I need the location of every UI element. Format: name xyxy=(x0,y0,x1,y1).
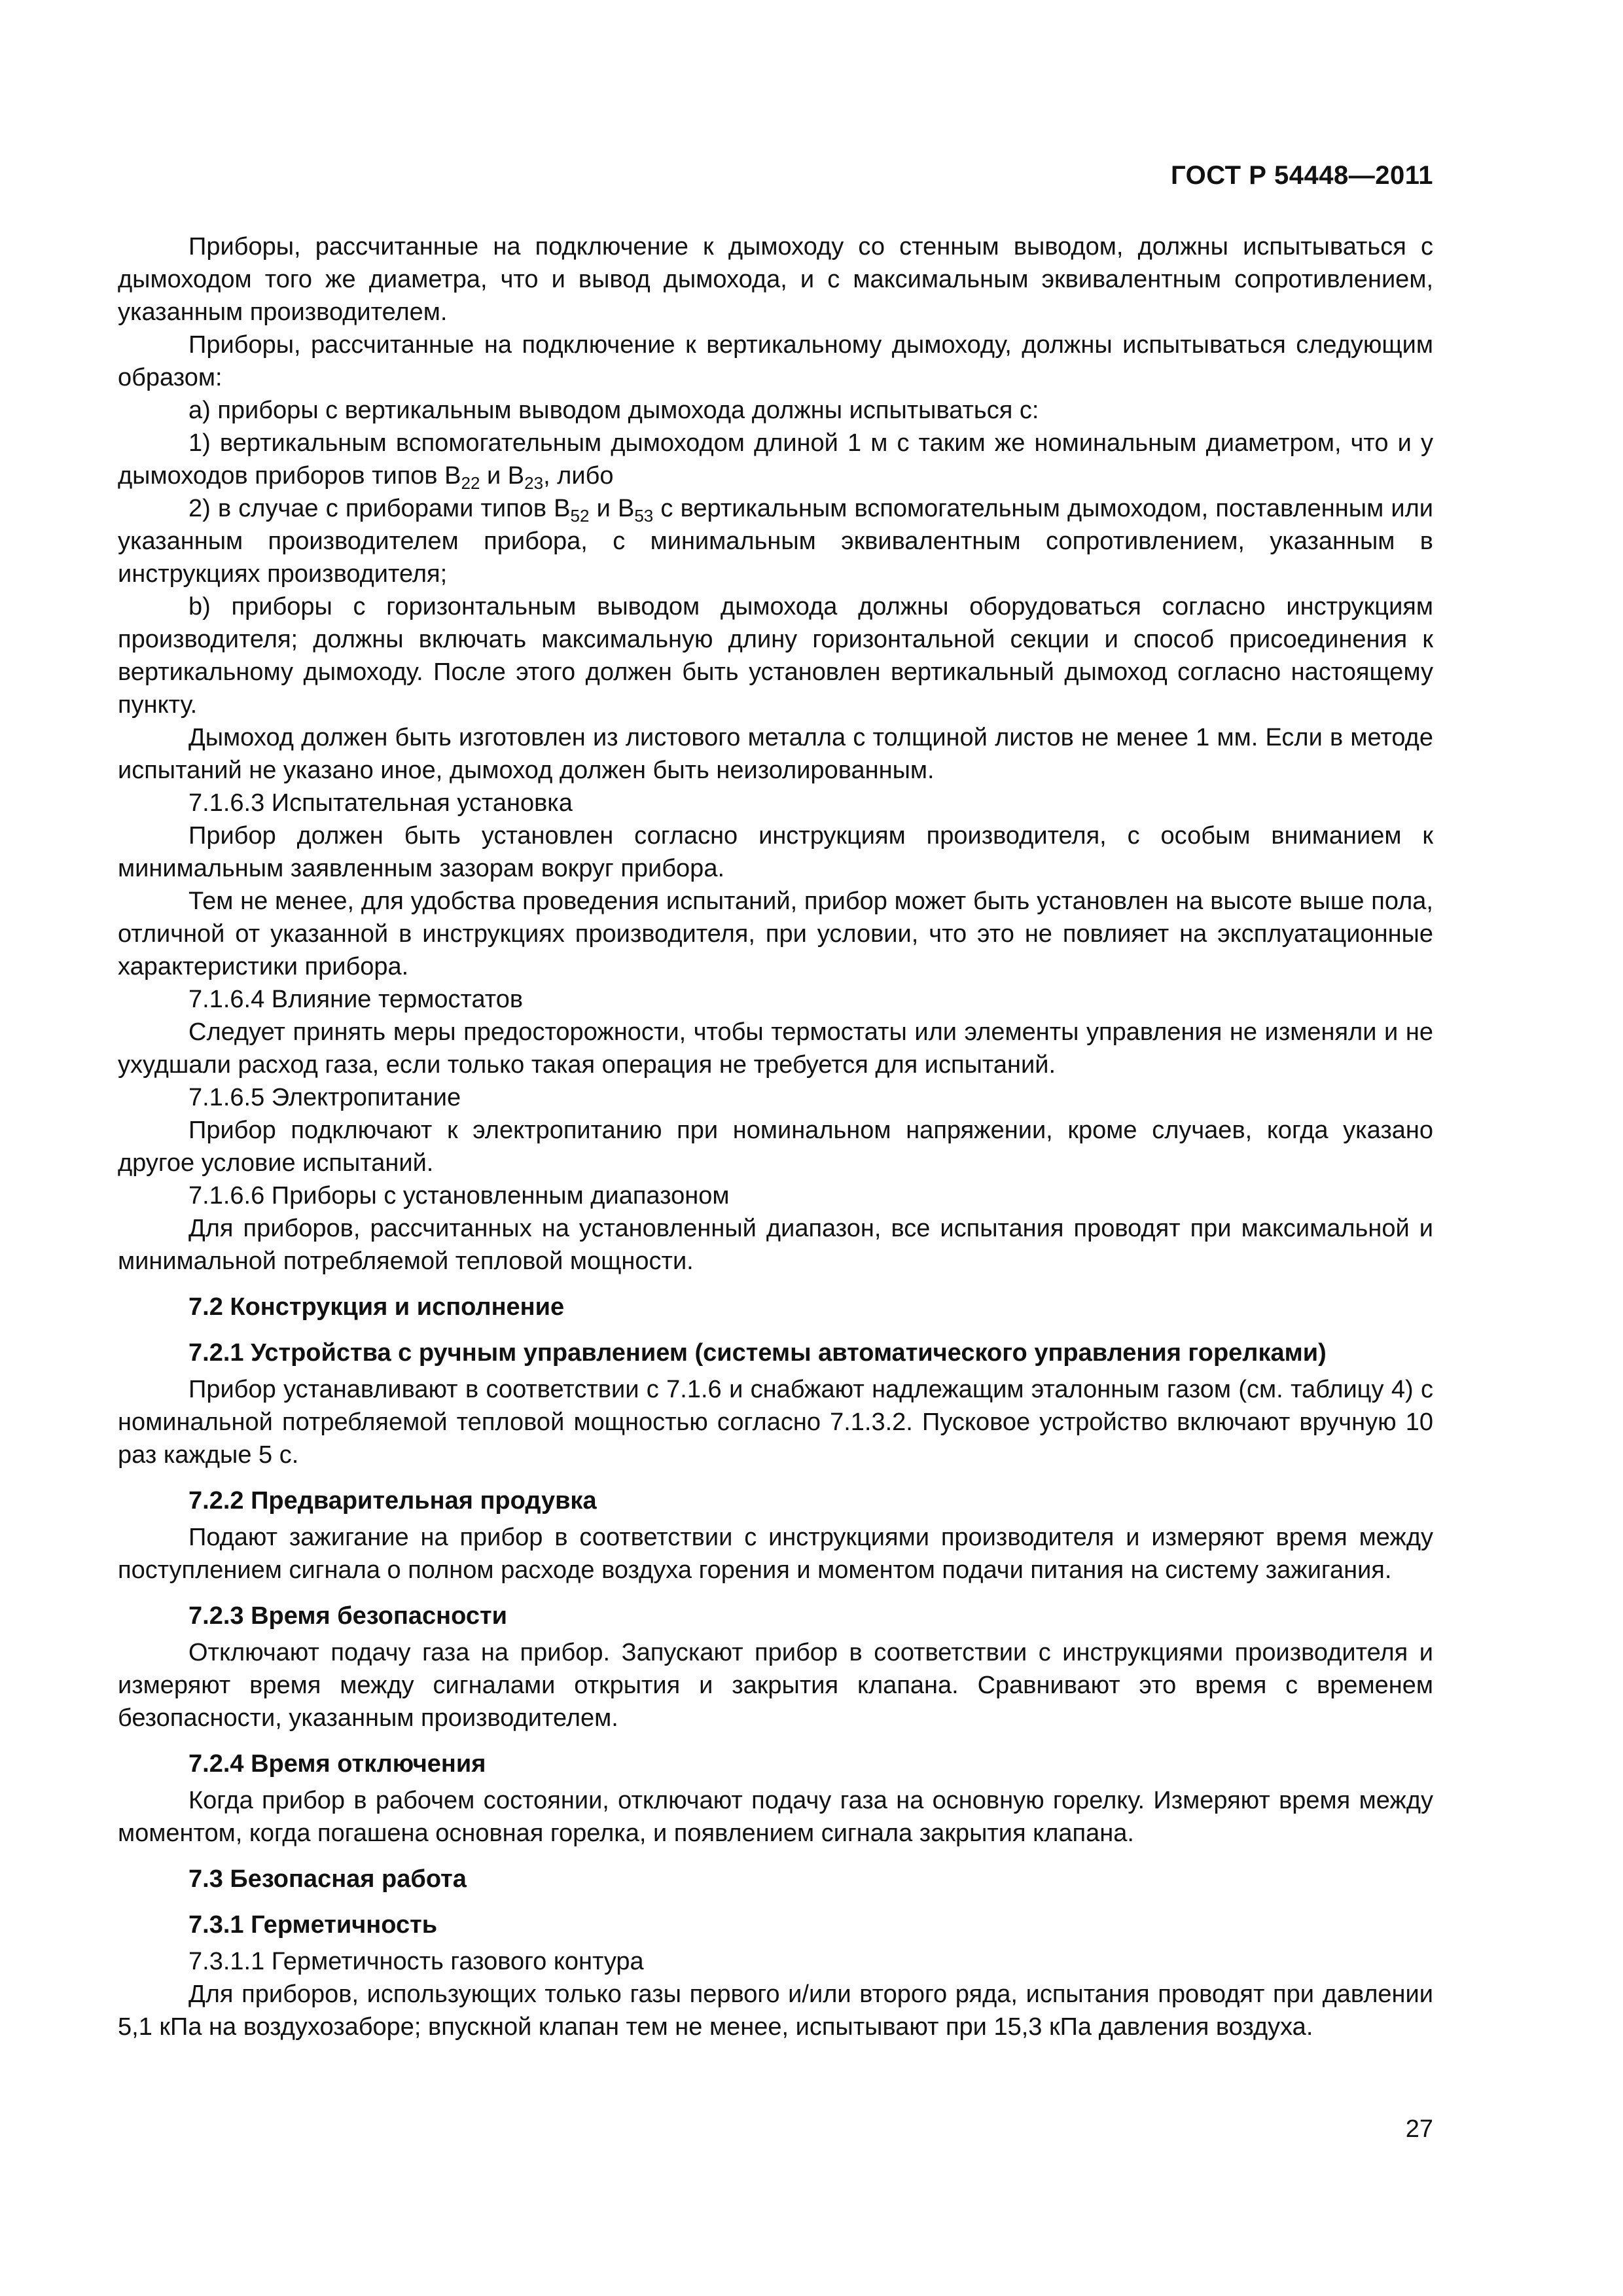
paragraph: Приборы, рассчитанные на подключение к вертикальному дымоходу, должны испытываться следующим образом: xyxy=(118,331,1433,391)
subsection-title: 7.1.6.6 Приборы с установленным диапазоном xyxy=(188,1182,730,1210)
paragraph: Для приборов, рассчитанных на установленный диапазон, все испытания проводят при максимальной и минимальной потребляемой тепловой мощности. xyxy=(118,1215,1433,1275)
list-item: 1) вертикальным вспомогательным дымоходом длиной 1 м с таким же номинальным диаметром, что и у дымоходов приборов типов $B_{22}$ и $B_{23}$, либо xyxy=(118,429,1433,493)
paragraph: Приборы, рассчитанные на подключение к дымоходу со стенным выводом, должны испытываться с дымоходом того же диаметра, что и вывод дымохода, и с максимальным эквивалентным сопротивлением, указанным производителем. xyxy=(118,233,1433,326)
paragraph: Прибор должен быть установлен согласно инструкциям производителя, с особым вниманием к минимальным заявленным зазорам вокруг прибора. xyxy=(118,822,1433,882)
paragraph: Подают зажигание на прибор в соответствии с инструкциями производителя и измеряют время между поступлением сигнала о полном расходе воздуха горения и моментом подачи питания на систему зажигания. xyxy=(118,1524,1433,1584)
section-heading: 7.2.3 Время безопасности xyxy=(188,1602,507,1630)
list-item: b) приборы с горизонтальным выводом дымохода должны оборудоваться согласно инструкциям производителя; должны включать максимальную длину горизонтальной секции и способ присоединения к вертикальному дымоходу. После этого должен быть установлен вертикальный дымоход согласно настоящему пункту. xyxy=(118,593,1433,719)
paragraph: Отключают подачу газа на прибор. Запускают прибор в соответствии с инструкциями производителя и измеряют время между сигналами открытия и закрытия клапана. Сравнивают это время с временем безопасности, указанным производителем. xyxy=(118,1639,1433,1732)
list-item: a) приборы с вертикальным выводом дымохода должны испытываться с: xyxy=(188,397,1039,424)
section-heading: 7.2.2 Предварительная продувка xyxy=(188,1487,597,1515)
subsection-title: 7.1.6.4 Влияние термостатов xyxy=(188,986,524,1013)
section-heading: 7.3 Безопасная работа xyxy=(188,1865,467,1893)
section-heading: 7.2 Конструкция и исполнение xyxy=(188,1293,565,1321)
subsection-title: 7.1.6.3 Испытательная установка xyxy=(188,789,573,817)
section-heading: 7.3.1 Герметичность xyxy=(188,1911,438,1939)
list-item: 2) в случае с приборами типов $B_{52}$ и $B_{53}$ с вертикальным вспомогательным дымоходом, поставленным или указанным производителем прибора, с минимальным эквивалентным сопротивлением, указанным в инструкциях производителя; xyxy=(118,495,1434,588)
document-header: ГОСТ Р 54448—2011 xyxy=(1171,161,1433,190)
paragraph: Тем не менее, для удобства проведения испытаний, прибор может быть установлен на высоте выше пола, отличной от указанной в инструкциях производителя, при условии, что это не повлияет на эксплуатационные характеристики прибора. xyxy=(118,888,1433,980)
paragraph: Для приборов, использующих только газы первого и/или второго ряда, испытания проводят при давлении 5,1 кПа на воздухозаборе; впускной клапан тем не менее, испытывают при 15,3 кПа давления воздуха. xyxy=(118,1981,1433,2041)
page-number: 27 xyxy=(1405,2115,1433,2143)
subsection-title: 7.3.1.1 Герметичность газового контура xyxy=(188,1948,644,1975)
subsection-title: 7.1.6.5 Электропитание xyxy=(188,1084,461,1111)
section-heading: 7.2.4 Время отключения xyxy=(188,1750,486,1778)
section-heading: 7.2.1 Устройства с ручным управлением (системы автоматического управления горелками) xyxy=(188,1339,1327,1367)
paragraph: Прибор подключают к электропитанию при номинальном напряжении, кроме случаев, когда указано другое условие испытаний. xyxy=(118,1117,1433,1177)
paragraph: Прибор устанавливают в соответствии с 7.1.6 и снабжают надлежащим эталонным газом (см. таблицу 4) с номинальной потребляемой тепловой мощностью согласно 7.1.3.2. Пусковое устройство включают вручную 10 раз каждые 5 с. xyxy=(118,1376,1433,1469)
page-body xyxy=(118,230,1433,2043)
paragraph: Когда прибор в рабочем состоянии, отключают подачу газа на основную горелку. Измеряют время между моментом, когда погашена основная горелка, и появлением сигнала закрытия клапана. xyxy=(118,1787,1433,1847)
paragraph: Дымоход должен быть изготовлен из листового металла с толщиной листов не менее 1 мм. Если в методе испытаний не указано иное, дымоход должен быть неизолированным. xyxy=(118,724,1433,784)
paragraph: Следует принять меры предосторожности, чтобы термостаты или элементы управления не изменяли и не ухудшали расход газа, если только такая операция не требуется для испытаний. xyxy=(118,1018,1433,1079)
